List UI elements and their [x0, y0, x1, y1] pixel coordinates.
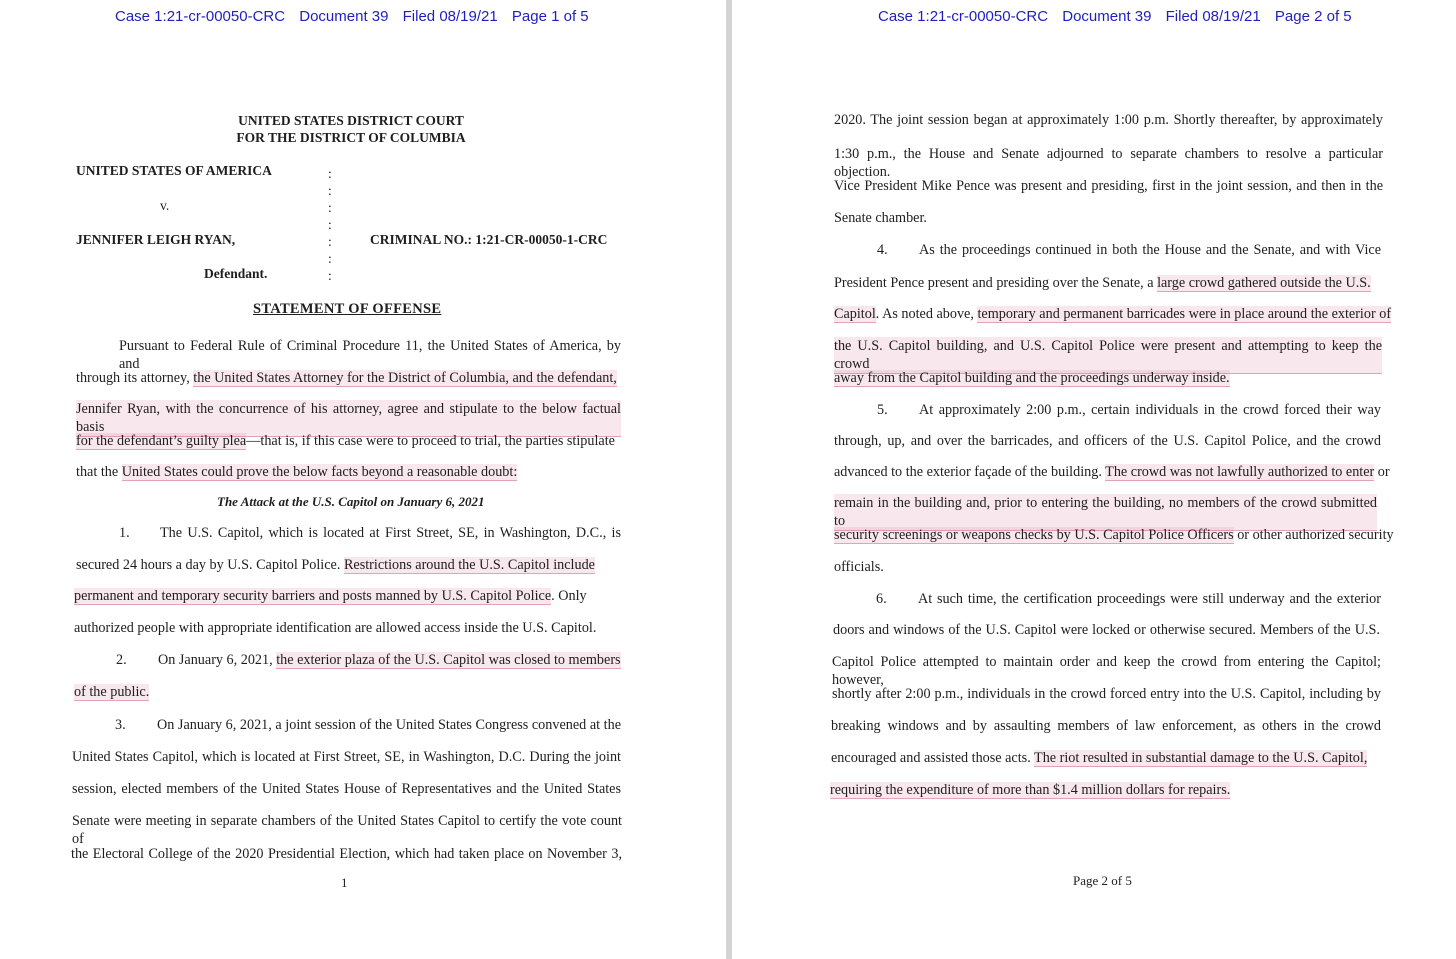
caption-colon: :: [328, 217, 332, 232]
paragraph-number: 6.: [876, 591, 887, 607]
body-line: At such time, the certification proceedings were still underway and the exterior: [918, 591, 1381, 607]
plaintiff-name: UNITED STATES OF AMERICA: [76, 163, 272, 178]
body-line: Senate chamber.: [834, 210, 927, 226]
body-line: [76, 432, 615, 450]
text-run: encouraged and assisted those acts.: [831, 750, 1035, 766]
paragraph-number: 3.: [115, 717, 126, 733]
highlighted-text: permanent and temporary security barriers and posts manned by U.S. Capitol Police: [74, 588, 552, 604]
body-line: [74, 683, 149, 701]
document-number: Document 39: [299, 8, 389, 25]
body-line: through, up, and over the barricades, and officers of the U.S. Capitol Police, and the crowd: [834, 433, 1381, 449]
highlighted-text: away from the Capitol building and the proceedings underway inside.: [834, 370, 1230, 386]
document-title: STATEMENT OF OFFENSE: [253, 301, 442, 317]
highlighted-text: The riot resulted in substantial damage to the U.S. Capitol,: [1034, 750, 1368, 766]
paragraph-number: 5.: [877, 402, 888, 418]
criminal-number: CRIMINAL NO.: 1:21-CR-00050-1-CRC: [370, 232, 608, 247]
body-line: [74, 587, 587, 605]
body-line: [76, 369, 617, 387]
body-line: Vice President Mike Pence was present and presiding, first in the joint session, and then in the: [834, 178, 1383, 194]
highlighted-text: security screenings or weapons checks by U.S. Capitol Police Officers: [834, 527, 1234, 543]
highlighted-text: large crowd gathered outside the U.S.: [1157, 275, 1371, 291]
body-line: doors and windows of the U.S. Capitol were locked or otherwise secured. Members of the U.S.: [833, 622, 1380, 638]
body-line: At approximately 2:00 p.m., certain individuals in the crowd forced their way: [919, 402, 1381, 418]
caption-colon: :: [328, 234, 332, 249]
body-line: [834, 463, 1390, 481]
paragraph-number: 4.: [877, 242, 888, 258]
document-page-1: [0, 0, 726, 959]
caption-colon: :: [328, 251, 332, 266]
text-run: —that is, if this case were to proceed to trial, the parties stipulate: [246, 433, 615, 449]
body-line: [831, 749, 1367, 767]
text-run: On January 6, 2021,: [158, 652, 277, 668]
highlighted-text: the United States Attorney for the District of Columbia, and the defendant,: [193, 370, 617, 386]
body-line: [834, 274, 1371, 292]
highlighted-text: for the defendant’s guilty plea: [76, 433, 247, 449]
highlighted-text: United States could prove the below facts beyond a reasonable doubt:: [121, 464, 518, 480]
highlighted-text: remain in the building and, prior to entering the building, no members of the crowd submitted to: [834, 495, 1377, 529]
body-line: [834, 369, 1230, 387]
filed-date: Filed 08/19/21: [402, 8, 498, 25]
highlighted-text: the exterior plaza of the U.S. Capitol was closed to members: [276, 652, 621, 668]
ecf-header: [115, 8, 599, 25]
ecf-header: [878, 8, 1362, 25]
text-run: that the: [76, 464, 122, 480]
page-indicator: Page 1 of 5: [511, 8, 589, 25]
highlighted-text: the U.S. Capitol building, and U.S. Capitol Police were present and attempting to keep the crowd: [834, 338, 1382, 372]
body-line: [76, 556, 595, 574]
text-run: advanced to the exterior façade of the building.: [834, 464, 1106, 480]
highlighted-text: Jennifer Ryan, with the concurrence of his attorney, agree and stipulate to the below factual basis: [76, 401, 621, 435]
caption-colon: :: [328, 166, 332, 181]
body-line: [834, 526, 1394, 544]
page-footer-number: 1: [341, 875, 348, 890]
text-run: or: [1374, 464, 1390, 480]
paragraph-number: 1.: [119, 525, 130, 541]
body-line: shortly after 2:00 p.m., individuals in the crowd forced entry into the U.S. Capitol, including by: [832, 686, 1381, 702]
text-run: or other authorized security: [1233, 527, 1394, 543]
body-line: 2020. The joint session began at approximately 1:00 p.m. Shortly thereafter, by approximately: [834, 112, 1383, 128]
court-line-1: UNITED STATES DISTRICT COURT: [238, 113, 464, 128]
body-line: The U.S. Capitol, which is located at First Street, SE, in Washington, D.C., is: [160, 525, 621, 541]
body-line: officials.: [834, 559, 884, 575]
paragraph-number: 2.: [116, 652, 127, 668]
highlighted-text: The crowd was not lawfully authorized to enter: [1105, 464, 1375, 480]
court-name: [176, 112, 526, 146]
case-number: Case 1:21-cr-00050-CRC: [878, 8, 1049, 25]
body-line: [830, 781, 1230, 799]
highlighted-text: Restrictions around the U.S. Capitol include: [343, 557, 595, 573]
defendant-label: Defendant.: [204, 266, 268, 281]
text-run: . As noted above,: [875, 306, 978, 322]
body-line: [834, 305, 1391, 323]
highlighted-text: Capitol: [834, 306, 876, 322]
document-number: Document 39: [1062, 8, 1152, 25]
caption-colon: :: [328, 200, 332, 215]
body-line: authorized people with appropriate identification are allowed access inside the U.S. Capitol.: [74, 620, 597, 636]
body-line: 1:30 p.m., the House and Senate adjourned to separate chambers to resolve a particular objection.: [834, 146, 1383, 180]
highlighted-text: temporary and permanent barricades were in place around the exterior of: [977, 306, 1392, 322]
defendant-name: JENNIFER LEIGH RYAN,: [76, 232, 236, 247]
text-run: President Pence present and presiding over the Senate, a: [834, 275, 1158, 291]
body-line: the Electoral College of the 2020 Presidential Election, which had taken place on November 3,: [71, 846, 622, 862]
caption-colon: :: [328, 268, 332, 283]
highlighted-text: of the public.: [74, 684, 150, 700]
filed-date: Filed 08/19/21: [1165, 8, 1261, 25]
court-line-2: FOR THE DISTRICT OF COLUMBIA: [236, 130, 466, 145]
text-run: secured 24 hours a day by U.S. Capitol Police.: [76, 557, 344, 573]
body-line: [158, 651, 621, 669]
body-line: As the proceedings continued in both the House and the Senate, and with Vice: [919, 242, 1381, 258]
document-page-2: [732, 0, 1456, 959]
body-line: Capitol Police attempted to maintain order and keep the crowd from entering the Capitol; however,: [832, 654, 1381, 688]
caption-colon: :: [328, 183, 332, 198]
body-line: Pursuant to Federal Rule of Criminal Procedure 11, the United States of America, by and: [119, 338, 621, 372]
text-run: . Only: [551, 588, 587, 604]
body-line: United States Capitol, which is located at First Street, SE, in Washington, D.C. During the joint: [72, 749, 621, 765]
section-heading: The Attack at the U.S. Capitol on January 6, 2021: [217, 494, 485, 509]
body-line: session, elected members of the United States House of Representatives and the United States: [72, 781, 621, 797]
page-footer-number: Page 2 of 5: [1073, 873, 1132, 888]
case-number: Case 1:21-cr-00050-CRC: [115, 8, 286, 25]
body-line: Senate were meeting in separate chambers of the United States Capitol to certify the vote count of: [72, 813, 622, 847]
body-line: On January 6, 2021, a joint session of the United States Congress convened at the: [157, 717, 621, 733]
body-line: breaking windows and by assaulting members of law enforcement, as others in the crowd: [831, 718, 1381, 734]
highlighted-text: requiring the expenditure of more than $1.4 million dollars for repairs.: [830, 782, 1231, 798]
body-line: [76, 463, 517, 481]
page-indicator: Page 2 of 5: [1274, 8, 1352, 25]
text-run: through its attorney,: [76, 370, 194, 386]
versus-label: v.: [160, 198, 170, 213]
